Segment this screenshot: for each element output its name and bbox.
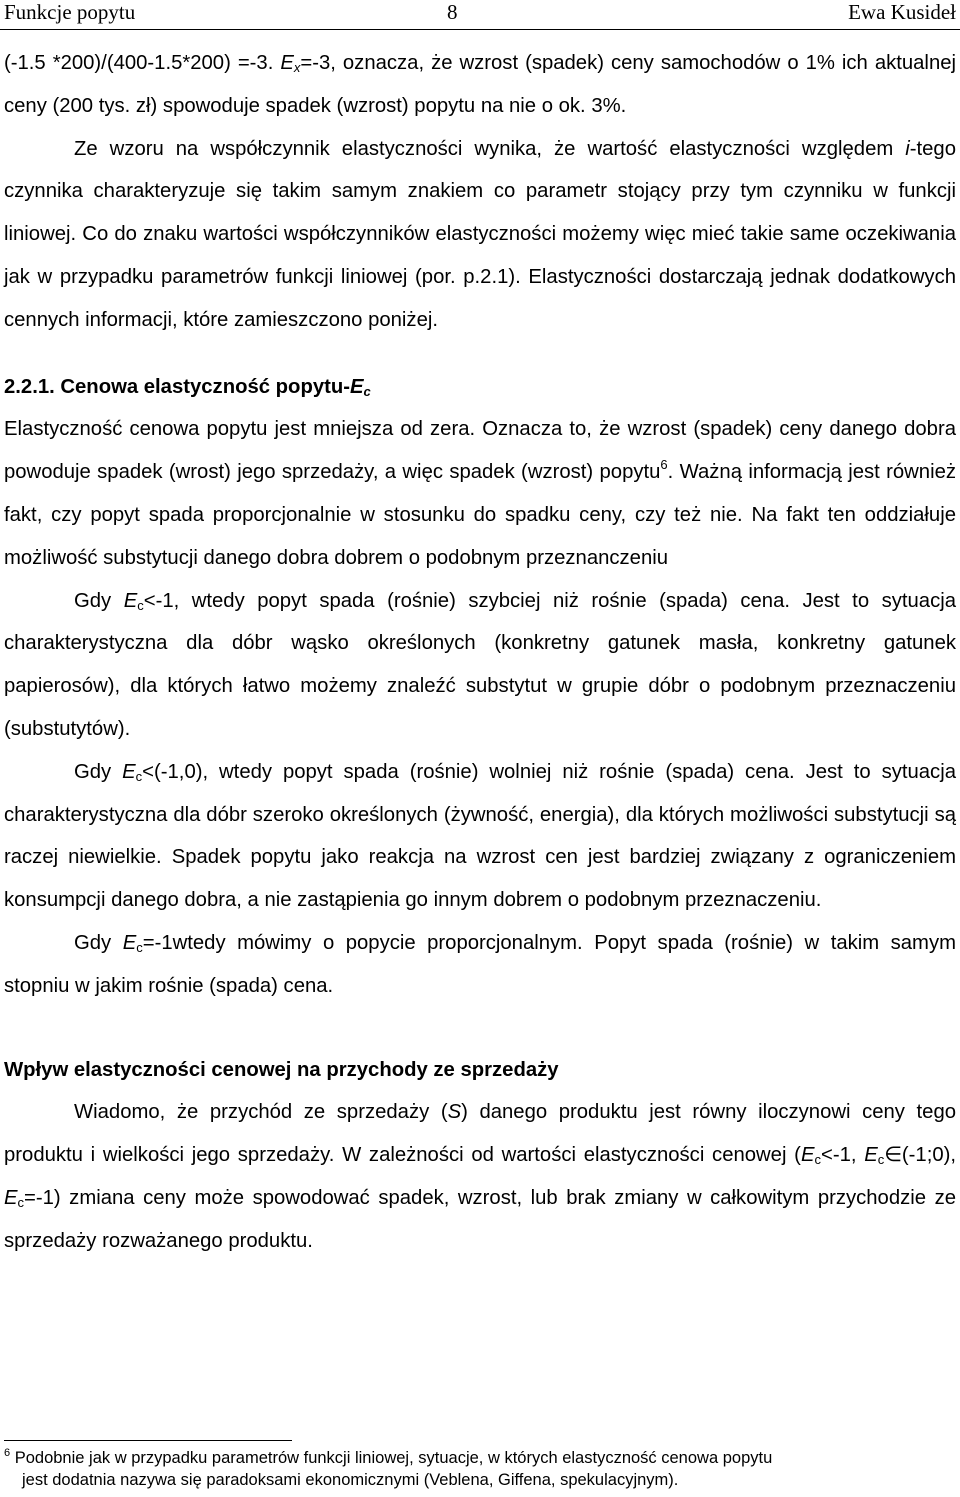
footnote-separator — [4, 1440, 292, 1441]
paragraph-proportional-demand: Gdy $E_c=-1wtedy$ mówimy o popycie proporcjonalnym. Popyt spada (rośnie) w takim samym stopniu w jakim rośnie (spada) cena. — [4, 931, 956, 997]
header-rule — [0, 29, 960, 30]
paragraph-elastic-demand: Gdy $E_c<-1$, wtedy popyt spada (rośnie) szybciej niż rośnie (spada) cena. Jest to sytuacja charakterystyczna dla dóbr wąsko określonych (konkretny gatunek masła, konkretny gatunek papierosów), dla których łatwo możemy znaleźć substytut w grupie dóbr o podobnym przeznaczeniu (substutytów). — [4, 589, 956, 740]
spacer — [4, 1008, 956, 1049]
footnote-number: 6 — [4, 1447, 11, 1459]
page-header — [0, 0, 960, 28]
paragraph-inelastic-demand: Gdy $E_c<(-1,0)$, wtedy popyt spada (rośnie) wolniej niż rośnie (spada) cena. Jest to sytuacja charakterystyczna dla dóbr szeroko określonych (żywność, energia), dla których możliwości substytucji są raczej niewielkie. Spadek popytu jako reakcja na wzrost cen jest bardziej związany z ograniczeniem konsumpcji danego dobra, a nie zastąpienia go innym dobrem o podobnym przeznaczeniu. — [4, 760, 956, 912]
header-title: Funkcje popytu — [4, 0, 136, 24]
footnote-line: jest dodatnia nazywa się paradoksami ekonomicznymi (Veblena, Giffena, spekulacyjnym). — [22, 1471, 679, 1489]
spacer — [4, 342, 956, 366]
footnote — [4, 1447, 944, 1491]
section-heading-price-elasticity: 2.2.1. Cenowa elastyczność popytu-Ec — [4, 375, 371, 399]
paragraph-elasticity-negative: Elastyczność cenowa popytu jest mniejsza od zera. Oznacza to, że wzrost (spadek) ceny danego dobra powoduje spadek (wrost) jego sprzedaży, a więc spadek (wzrost) popytu$^6$. Ważną informacją jest również fakt, czy popyt spada proporcjonalnie w stosunku do spadku ceny, czy też nie. Na fakt ten oddziałuje możliwość substytucji danego dobra dobrem o podobnym przeznanczeniu — [4, 418, 956, 569]
paragraph-revenue: Wiadomo, że przychód ze sprzedaży (S) danego produktu jest równy iloczynowi ceny tego produktu i wielkości jego sprzedaży. W zależności od wartości elastyczności cenowej ($E_c<-1$, $E_c\in(-1;0)$, $E_c=-1$) zmiana ceny może spowodować spadek, wzrost, lub brak zmiany w całkowitym przychodzie ze sprzedaży rozważanego produktu. — [4, 1101, 956, 1252]
footnote-line: $^6$ Podobnie jak w przypadku parametrów funkcji liniowej, sytuacje, w których elastyczność cenowa popytu — [4, 1447, 773, 1467]
document-body — [4, 42, 956, 1263]
section-heading-revenue: Wpływ elastyczności cenowej na przychody ze sprzedaży — [4, 1058, 559, 1081]
paragraph-coefficient-sign: Ze wzoru na współczynnik elastyczności wynika, że wartość elastyczności względem i-tego czynnika charakteryzuje się takim samym znakiem co parametr stojący przy tym czynniku w funkcji liniowej. Co do znaku wartości współczynników elastyczności możemy więc mieć takie same oczekiwania jak w przypadku parametrów funkcji liniowej (por. p.2.1). Elastyczności dostarczają jednak dodatkowych cennych informacji, które zamieszczono poniżej. — [4, 137, 956, 331]
header-author: Ewa Kusideł — [848, 0, 956, 24]
page-number: 8 — [447, 0, 458, 24]
footnote-reference: 6 — [660, 457, 668, 473]
paragraph-calculation: (-1.5 *200)/(400-1.5*200) =-3. Ex=-3, oznacza, że wzrost (spadek) ceny samochodów o 1% ich aktualnej ceny (200 tys. zł) spowoduje spadek (wzrost) popytu na nie o ok. 3%. — [4, 52, 957, 117]
